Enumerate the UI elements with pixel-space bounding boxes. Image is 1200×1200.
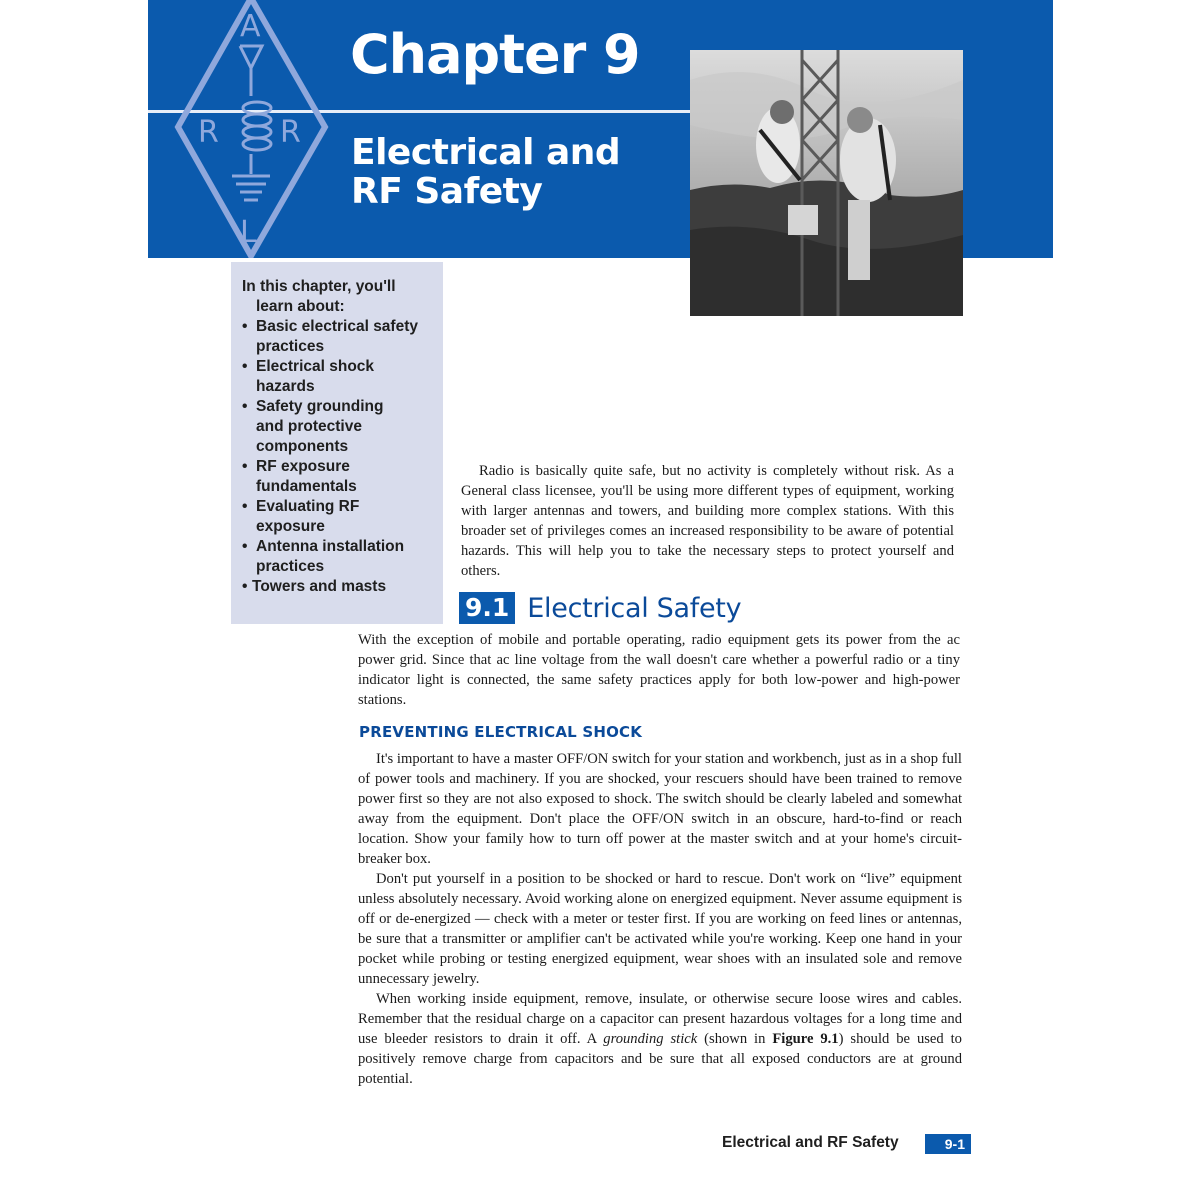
objective-item: • Towers and masts (242, 578, 387, 595)
objective-item: • RF exposure fundamentals (242, 458, 357, 495)
bullet-icon: • (242, 498, 248, 515)
grounding-stick-term: grounding stick (603, 1031, 698, 1047)
subsection-body (358, 749, 962, 1089)
running-footer-title: Electrical and RF Safety (722, 1134, 899, 1151)
objectives-intro-line-2: learn about: (256, 298, 345, 315)
chapter-title-line-2: RF Safety (351, 171, 543, 212)
logo-letter-a: A (240, 9, 261, 44)
bullet-icon: • (242, 318, 248, 335)
subsection-heading: PREVENTING ELECTRICAL SHOCK (359, 723, 643, 741)
intro-paragraph: Radio is basically quite safe, but no activity is completely without risk. As a General class licensee, you'll be using more different types of equipment, working with larger antennas and towers, and building more complex stations. With this broader set of privileges comes an increased responsibility to be aware of potential hazards. This will help you to take the necessary steps to protect yourself and others. (461, 463, 954, 579)
section-number-badge: 9.1 (459, 592, 515, 624)
figure-reference: Figure 9.1 (772, 1031, 839, 1047)
body-paragraph: It's important to have a master OFF/ON switch for your station and workbench, just as in a shop full of power tools and machinery. If you are shocked, your rescuers should have been trained to remove power first so they are not also exposed to shock. The switch should be clearly labeled and somewhat away from the equipment. Don't place the OFF/ON switch in an obscure, hard-to-find or reach location. Show your family how to turn off power at the master switch and at your home's circuit-breaker box. (358, 751, 962, 867)
tower-photo-image (690, 50, 963, 316)
chapter-objectives-list (242, 277, 442, 597)
bullet-icon: • (242, 578, 248, 595)
objective-item: • Antenna installation practices (242, 538, 405, 575)
body-paragraph: When working inside equipment, remove, insulate, or otherwise secure loose wires and cables. Remember that the residual charge on a capacitor can present hazardous voltages for a long time and use bleeder resistors to drain it off. A grounding stick (shown in Figure 9.1) should be used to positively remove charge from capacitors and be sure that all exposed conductors are at ground potential. (358, 991, 962, 1087)
arrl-diamond-logo-icon (174, 0, 329, 258)
logo-letter-r-right: R (280, 115, 301, 150)
section-title: Electrical Safety (527, 592, 742, 624)
objective-item: • Basic electrical safety practices (242, 318, 418, 355)
chapter-title (351, 133, 620, 211)
bullet-icon: • (242, 398, 248, 415)
chapter-title-line-1: Electrical and (351, 132, 621, 173)
bullet-icon: • (242, 458, 248, 475)
logo-letter-r-left: R (198, 115, 219, 150)
body-paragraph: Don't put yourself in a position to be shocked or hard to rescue. Don't work on “live” equipment unless absolutely necessary. Avoid working alone on energized equipment. Never assume equipment is off or de-energized — check with a meter or tester first. If you are working on feed lines or antennas, be sure that a transmitter or amplifier can't be activated while you're working. Keep one hand in your pocket while probing or testing energized equipment, wear shoes with an insulated sole and remove unnecessary jewelry. (358, 871, 962, 987)
section-heading (459, 592, 741, 624)
section-paragraph: With the exception of mobile and portable operating, radio equipment gets its power from the ac power grid. Since that ac line voltage from the wall doesn't care whether a powerful radio or a tiny indicator light is connected, the same safety practices apply for both low-power and high-power stations. (358, 632, 960, 708)
objective-item: • Evaluating RF exposure (242, 498, 360, 535)
bullet-icon: • (242, 538, 248, 555)
logo-letter-l: L (240, 215, 257, 250)
tower-climbers-photo (690, 50, 963, 316)
objective-item: • Safety grounding and protective components (242, 398, 384, 455)
chapter-number-title: Chapter 9 (350, 23, 640, 86)
objectives-intro-line-1: In this chapter, you'll (242, 278, 396, 295)
objective-item: • Electrical shock hazards (242, 358, 375, 395)
page-number-badge: 9-1 (925, 1134, 971, 1154)
bullet-icon: • (242, 358, 248, 375)
